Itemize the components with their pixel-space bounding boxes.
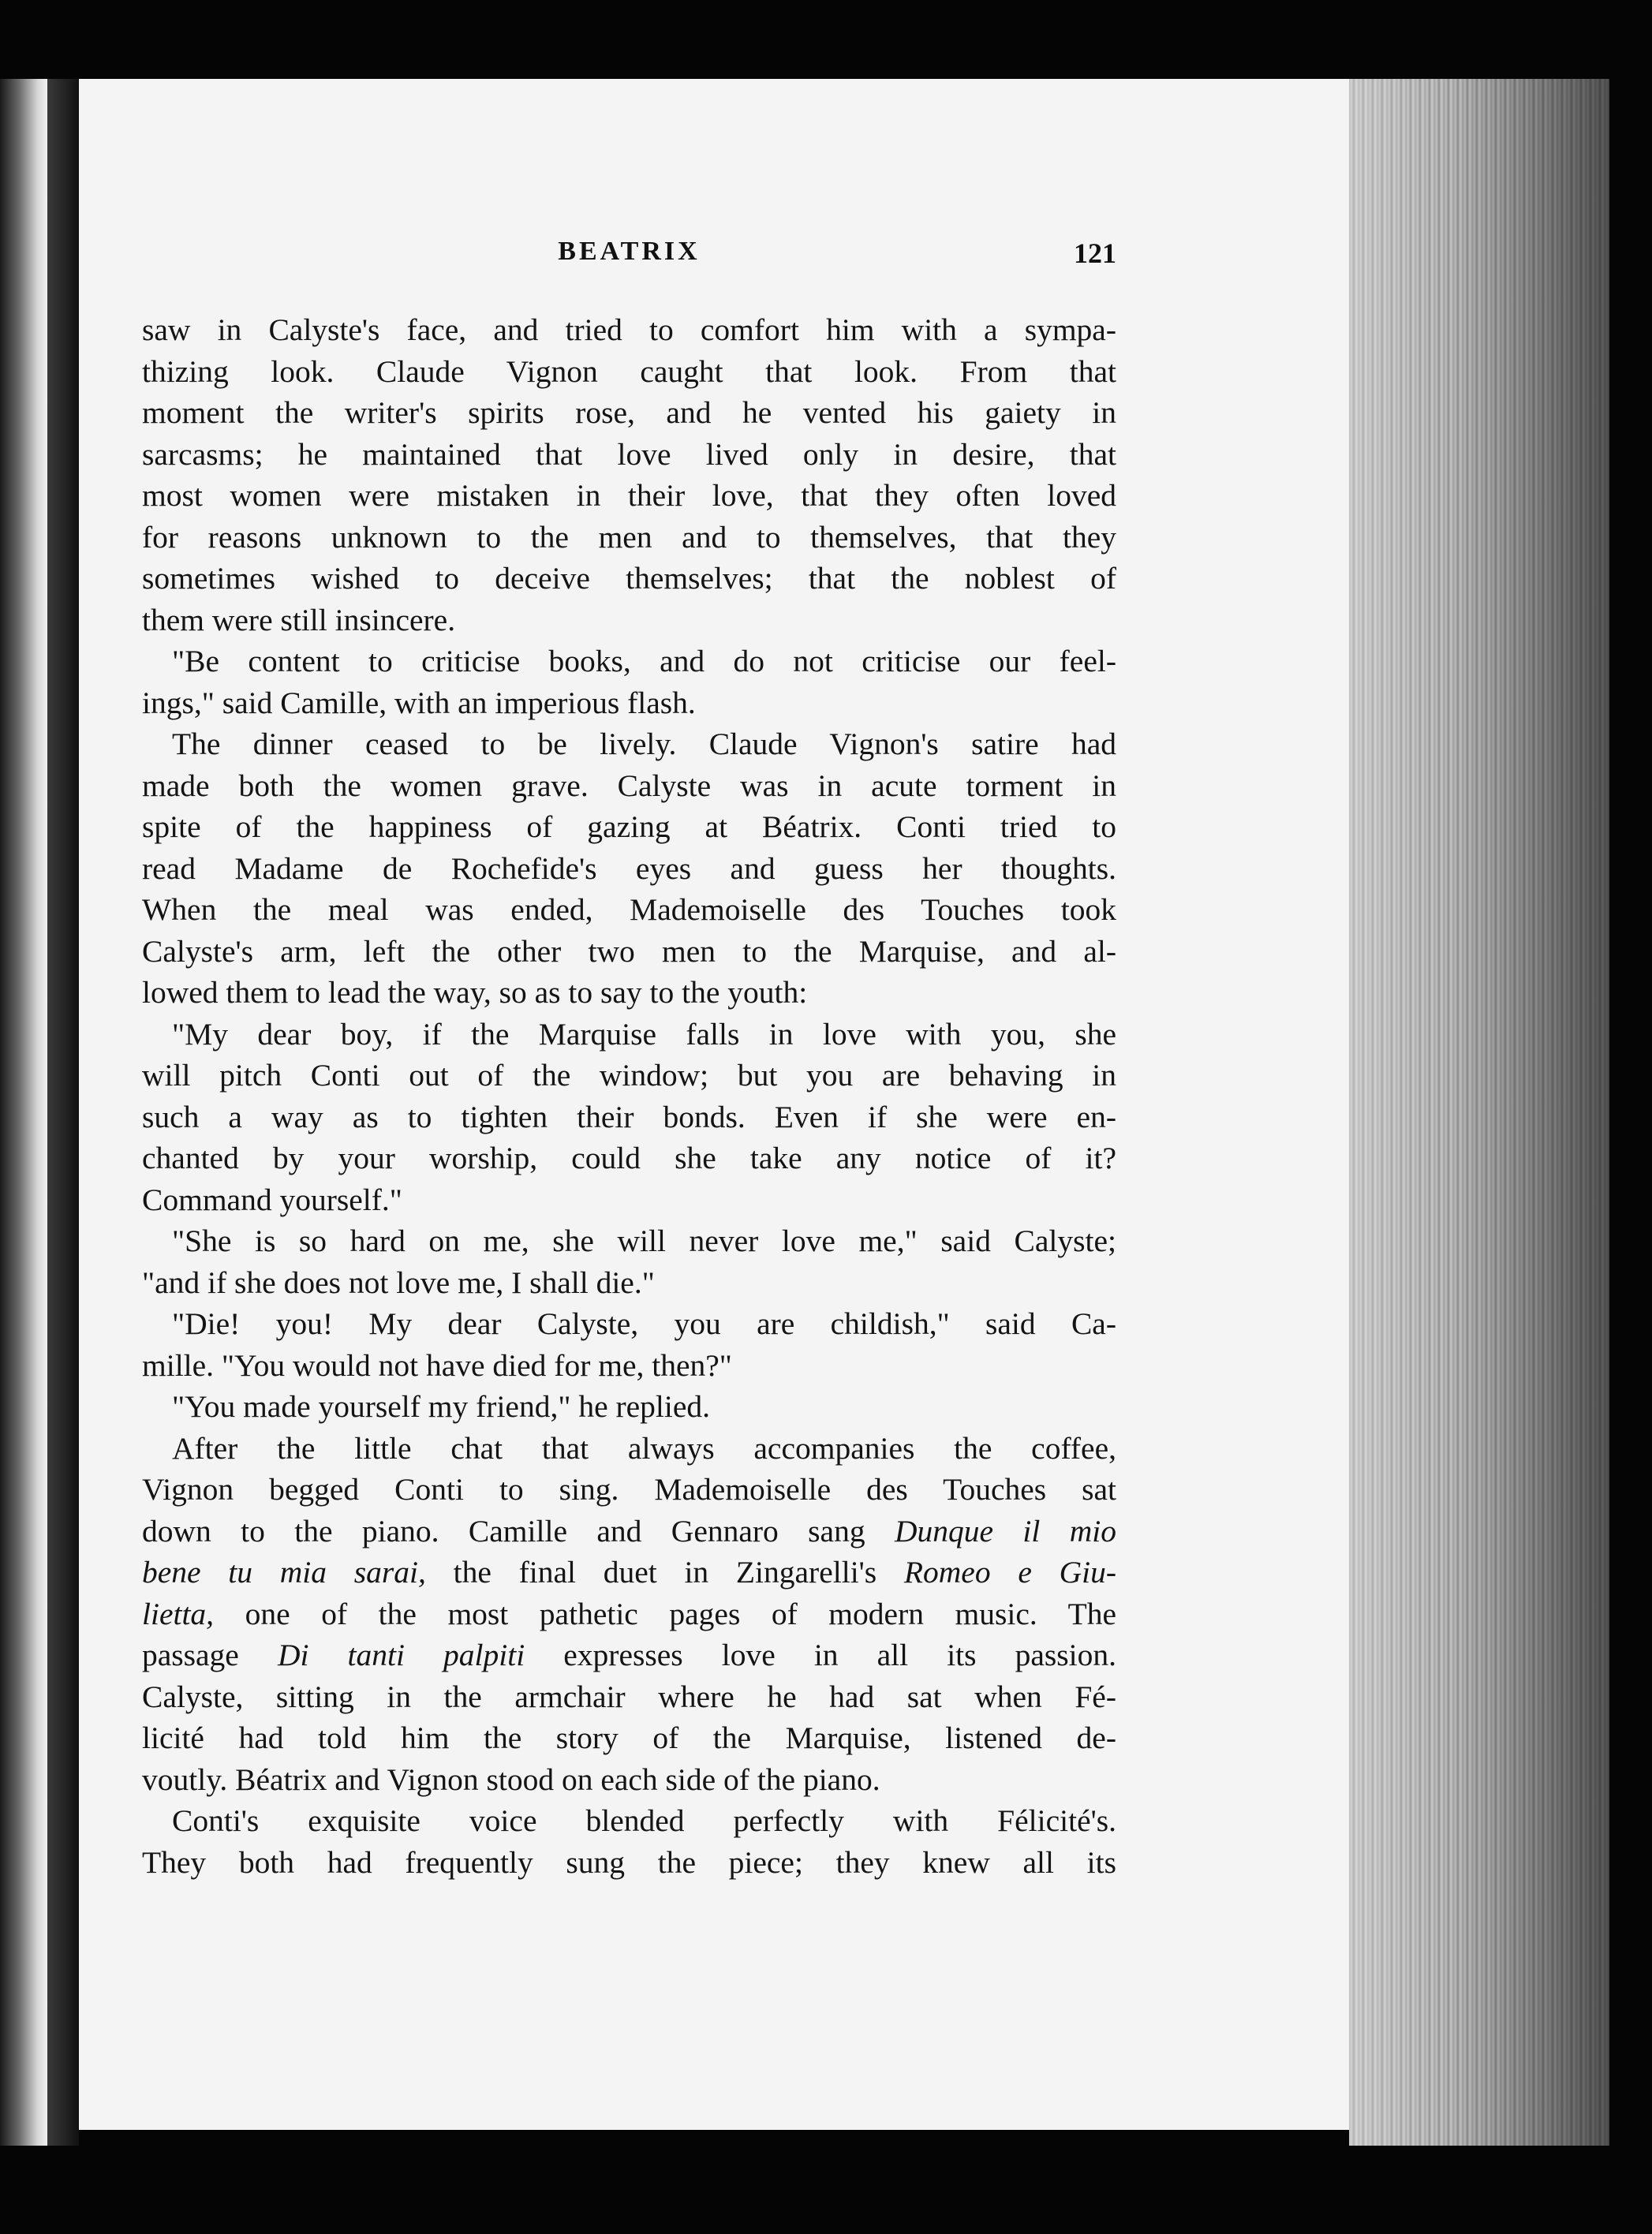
text-line: spite of the happiness of gazing at Béatrix. Conti tried to — [142, 809, 1116, 844]
text-line: "Die! you! My dear Calyste, you are childish," said Ca- — [172, 1306, 1116, 1341]
text-line: chanted by your worship, could she take any notice of it? — [142, 1141, 1116, 1175]
text-line: The dinner ceased to be lively. Claude Vignon's satire had — [172, 727, 1116, 761]
text-line: such a way as to tighten their bonds. Even if she were en- — [142, 1099, 1116, 1134]
text-line: ings," said Camille, with an imperious flash. — [142, 685, 696, 720]
text-line: moment the writer's spirits rose, and he vented his gaiety in — [142, 395, 1116, 430]
text-line: "and if she does not love me, I shall die." — [142, 1265, 655, 1300]
text-segment: passage — [142, 1638, 278, 1672]
running-title: BEATRIX — [558, 237, 701, 266]
italic-segment: Romeo e Giu- — [903, 1555, 1117, 1590]
text-line: Calyste, sitting in the armchair where he had sat when Fé- — [142, 1679, 1116, 1714]
text-line: thizing look. Claude Vignon caught that look. From that — [142, 353, 1116, 389]
text-line: They both had frequently sung the piece; they knew all its — [142, 1844, 1116, 1880]
italic-segment: lietta, — [142, 1596, 215, 1631]
italic-segment: Di tanti palpiti — [277, 1638, 525, 1672]
text-line: Vignon begged Conti to sing. Mademoiselle des Touches sat — [142, 1472, 1116, 1507]
page-stack-shading — [1349, 79, 1609, 2146]
text-line: read Madame de Rochefide's eyes and guess her thoughts. — [142, 850, 1116, 886]
text-line: "Be content to criticise books, and do not criticise our feel- — [172, 644, 1116, 678]
text-line: lowed them to lead the way, so as to say to the youth: — [142, 975, 808, 1010]
text-line: saw in Calyste's face, and tried to comfort him with a sympa- — [142, 312, 1116, 347]
text-line: Calyste's arm, left the other two men to the Marquise, and al- — [142, 933, 1116, 969]
left-page-edge — [0, 79, 47, 2146]
text-line — [142, 1634, 1116, 1676]
text-segment: down to the piano. Camille and Gennaro sang — [142, 1513, 895, 1548]
text-line: made both the women grave. Calyste was in acute torment in — [142, 768, 1116, 803]
text-line: "My dear boy, if the Marquise falls in love with you, she — [172, 1016, 1116, 1052]
text-segment: the final duet in Zingarelli's — [425, 1555, 904, 1590]
text-line: "She is so hard on me, she will never love me," said Calyste; — [172, 1223, 1116, 1258]
text-line: mille. "You would not have died for me, then?" — [142, 1347, 732, 1383]
text-line: for reasons unknown to the men and to themselves, that they — [142, 519, 1116, 555]
gutter-shadow — [47, 79, 79, 2146]
text-segment: expresses love in all its passion. — [525, 1638, 1116, 1672]
text-line: When the meal was ended, Mademoiselle des Touches took — [142, 892, 1116, 927]
text-line: licité had told him the story of the Marquise, listened de- — [142, 1720, 1116, 1755]
italic-segment: Dunque il mio — [894, 1513, 1116, 1548]
text-segment: one of the most pathetic pages of modern music. The — [214, 1596, 1116, 1631]
text-line — [142, 1511, 1116, 1552]
page-number: 121 — [1074, 237, 1116, 269]
italic-segment: bene tu mia sarai, — [142, 1555, 426, 1590]
page-header — [142, 237, 1116, 284]
body-text — [142, 309, 1116, 1883]
text-line: them were still insincere. — [142, 602, 456, 637]
text-line: sarcasms; he maintained that love lived only in desire, that — [142, 436, 1116, 472]
text-line: will pitch Conti out of the window; but you are behaving in — [142, 1058, 1116, 1093]
text-line: Command yourself." — [142, 1182, 402, 1217]
text-line: After the little chat that always accompanies the coffee, — [172, 1430, 1116, 1466]
text-line: sometimes wished to deceive themselves; that the noblest of — [142, 561, 1116, 596]
text-line: Conti's exquisite voice blended perfectly with Félicité's. — [172, 1803, 1116, 1838]
text-line: "You made yourself my friend," he replied. — [172, 1389, 711, 1424]
text-line: most women were mistaken in their love, that they often loved — [142, 478, 1116, 513]
text-line — [142, 1593, 1116, 1635]
text-line — [142, 1552, 1116, 1593]
text-line: voutly. Béatrix and Vignon stood on each side of the piano. — [142, 1761, 880, 1797]
